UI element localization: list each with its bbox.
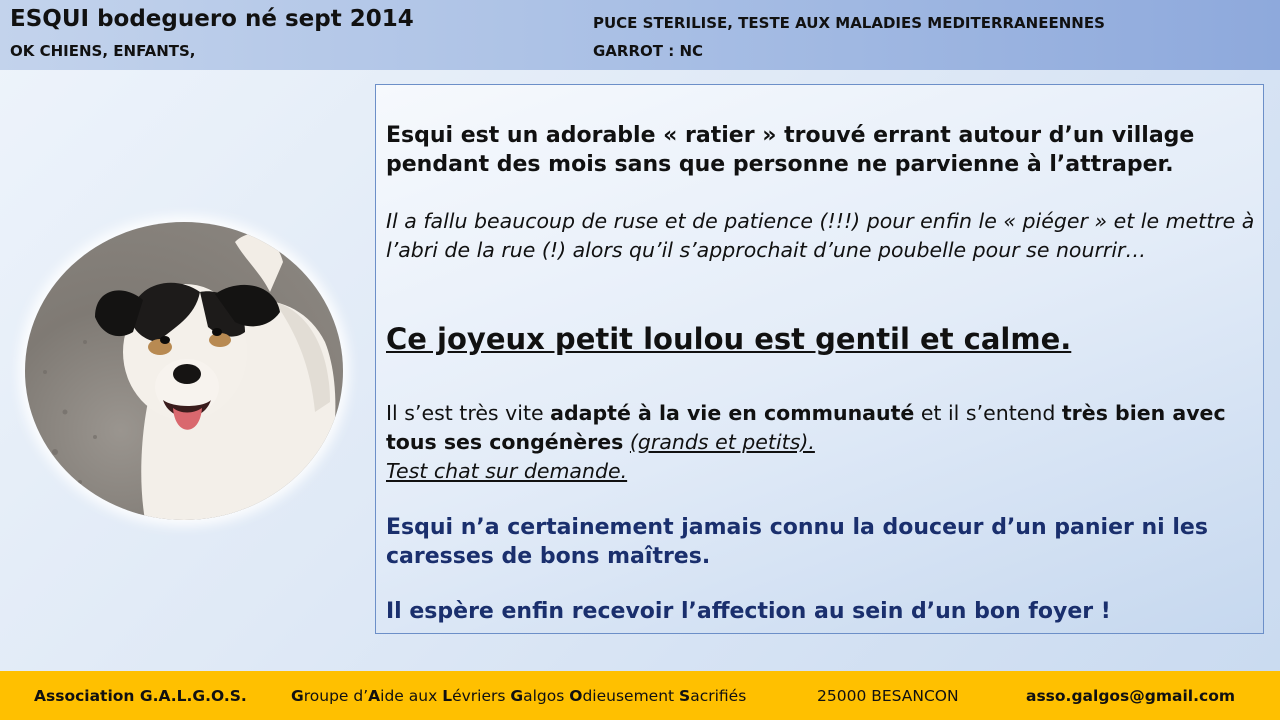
sociability-text: Il s’est très vite <box>386 401 551 425</box>
story-paragraph: Il a fallu beaucoup de ruse et de patience (!!!) pour enfin le « piéger » et le mettre à l’abri de la rue (!) alors qu’il s’approchait d’une poubelle pour se nourrir… <box>386 209 1255 262</box>
header-subtitle: OK CHIENS, ENFANTS, <box>10 42 196 60</box>
acronym-word: algos <box>523 687 570 705</box>
acronym-word: roupe d’ <box>303 687 369 705</box>
acronym-letter: A <box>368 687 381 705</box>
acronym-word: évriers <box>452 687 511 705</box>
footer-banner <box>0 671 1280 720</box>
acronym-word: ide aux <box>380 687 443 705</box>
closing-line: Il espère enfin recevoir l’affection au sein d’un bon foyer ! <box>386 599 1111 624</box>
dog-photo <box>25 222 343 520</box>
sociability-note: (grands et petits). <box>629 430 815 454</box>
header-height-info: GARROT : NC <box>593 42 704 60</box>
cat-test-note: Test chat sur demande. <box>386 459 628 483</box>
association-full-name <box>291 687 746 705</box>
dog-illustration <box>25 222 343 520</box>
sociability-paragraph <box>386 399 1256 486</box>
footer-city: 25000 BESANCON <box>817 687 959 705</box>
description-box <box>375 84 1264 634</box>
acronym-letter: O <box>569 687 583 705</box>
page-title: ESQUI bodeguero né sept 2014 <box>10 6 414 32</box>
sociability-emphasis-1: adapté à la vie en communauté <box>550 401 915 425</box>
sociability-emphasis-2: très bien avec tous ses congénères <box>386 401 1226 454</box>
acronym-letter: S <box>679 687 691 705</box>
temperament-heading: Ce joyeux petit loulou est gentil et calme. <box>386 322 1072 356</box>
acronym-word: dieusement <box>582 687 680 705</box>
acronym-letter: L <box>442 687 453 705</box>
acronym-letter: G <box>291 687 304 705</box>
association-name: Association G.A.L.G.O.S. <box>34 687 247 705</box>
intro-paragraph: Esqui est un adorable « ratier » trouvé errant autour d’un village pendant des mois sans que personne ne parvienne à l’attraper. <box>386 123 1195 177</box>
appeal-paragraph: Esqui n’a certainement jamais connu la douceur d’un panier ni les caresses de bons maîtres. <box>386 515 1208 569</box>
footer-email[interactable]: asso.galgos@gmail.com <box>1026 687 1235 705</box>
acronym-word: acrifiés <box>690 687 747 705</box>
header-banner <box>0 0 1280 70</box>
acronym-letter: G <box>510 687 524 705</box>
sociability-text: et il s’entend <box>914 401 1062 425</box>
header-medical-info: PUCE STERILISE, TESTE AUX MALADIES MEDITERRANEENNES <box>593 14 1105 32</box>
